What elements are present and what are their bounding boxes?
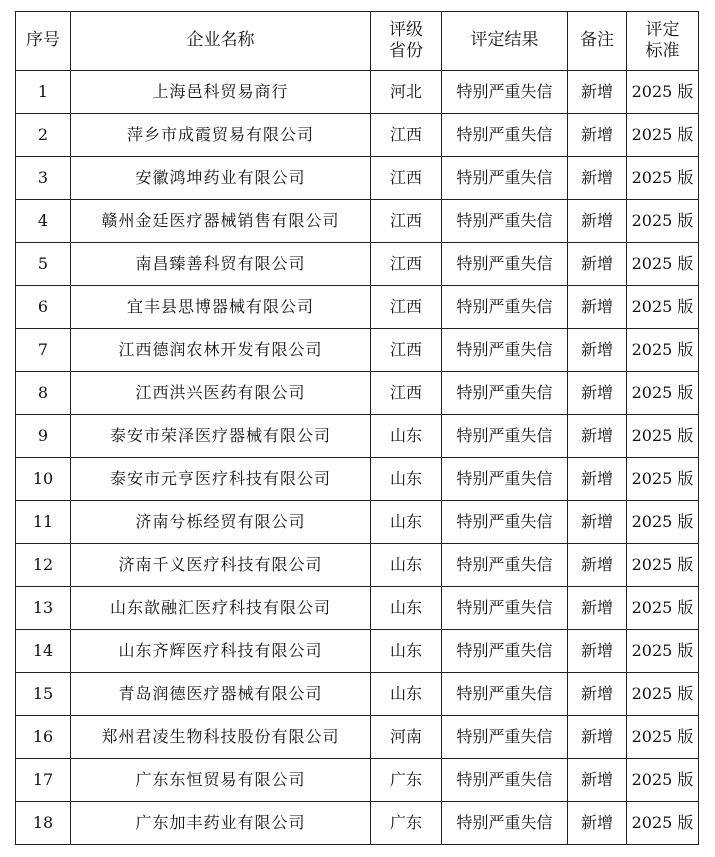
table-row <box>16 243 699 286</box>
cell-standard: 2025 版 <box>627 587 699 630</box>
cell-name: 宜丰县思博器械有限公司 <box>71 286 371 329</box>
cell-seq: 2 <box>16 114 71 157</box>
cell-province: 山东 <box>371 415 442 458</box>
cell-remark: 新增 <box>568 71 627 114</box>
cell-standard: 2025 版 <box>627 415 699 458</box>
cell-seq: 3 <box>16 157 71 200</box>
header-standard-line2: 标准 <box>645 41 680 61</box>
cell-remark: 新增 <box>568 544 627 587</box>
cell-remark: 新增 <box>568 587 627 630</box>
cell-result: 特别严重失信 <box>442 587 568 630</box>
cell-result: 特别严重失信 <box>442 673 568 716</box>
cell-province: 江西 <box>371 157 442 200</box>
cell-standard: 2025 版 <box>627 329 699 372</box>
cell-seq: 12 <box>16 544 71 587</box>
cell-name: 山东歆融汇医疗科技有限公司 <box>71 587 371 630</box>
cell-seq: 10 <box>16 458 71 501</box>
cell-remark: 新增 <box>568 759 627 802</box>
header-remark: 备注 <box>568 12 627 71</box>
cell-seq: 15 <box>16 673 71 716</box>
cell-name: 上海邑科贸易商行 <box>71 71 371 114</box>
table-row <box>16 544 699 587</box>
cell-province: 山东 <box>371 630 442 673</box>
cell-remark: 新增 <box>568 716 627 759</box>
cell-name: 赣州金廷医疗器械销售有限公司 <box>71 200 371 243</box>
cell-remark: 新增 <box>568 630 627 673</box>
table-row <box>16 329 699 372</box>
cell-result: 特别严重失信 <box>442 286 568 329</box>
cell-name: 江西洪兴医药有限公司 <box>71 372 371 415</box>
cell-province: 江西 <box>371 114 442 157</box>
cell-province: 江西 <box>371 243 442 286</box>
cell-standard: 2025 版 <box>627 673 699 716</box>
table-row <box>16 415 699 458</box>
cell-name: 泰安市元亨医疗科技有限公司 <box>71 458 371 501</box>
table-body <box>16 71 699 845</box>
cell-result: 特别严重失信 <box>442 458 568 501</box>
cell-remark: 新增 <box>568 157 627 200</box>
cell-seq: 6 <box>16 286 71 329</box>
cell-province: 河北 <box>371 71 442 114</box>
cell-result: 特别严重失信 <box>442 759 568 802</box>
table-row <box>16 71 699 114</box>
cell-province: 山东 <box>371 673 442 716</box>
cell-province: 江西 <box>371 329 442 372</box>
cell-remark: 新增 <box>568 114 627 157</box>
table-row <box>16 759 699 802</box>
cell-standard: 2025 版 <box>627 501 699 544</box>
header-result: 评定结果 <box>442 12 568 71</box>
cell-name: 济南千义医疗科技有限公司 <box>71 544 371 587</box>
cell-remark: 新增 <box>568 802 627 845</box>
cell-province: 江西 <box>371 372 442 415</box>
cell-standard: 2025 版 <box>627 200 699 243</box>
cell-name: 江西德润农林开发有限公司 <box>71 329 371 372</box>
cell-standard: 2025 版 <box>627 372 699 415</box>
cell-seq: 8 <box>16 372 71 415</box>
table-row <box>16 501 699 544</box>
header-seq: 序号 <box>16 12 71 71</box>
cell-province: 山东 <box>371 587 442 630</box>
table-row <box>16 716 699 759</box>
header-standard-line1: 评定 <box>645 19 680 40</box>
cell-province: 江西 <box>371 286 442 329</box>
cell-result: 特别严重失信 <box>442 243 568 286</box>
cell-standard: 2025 版 <box>627 114 699 157</box>
cell-remark: 新增 <box>568 200 627 243</box>
cell-standard: 2025 版 <box>627 157 699 200</box>
cell-remark: 新增 <box>568 243 627 286</box>
cell-result: 特别严重失信 <box>442 200 568 243</box>
cell-remark: 新增 <box>568 673 627 716</box>
cell-seq: 17 <box>16 759 71 802</box>
header-province-line2: 省份 <box>389 41 423 61</box>
cell-name: 济南兮栎经贸有限公司 <box>71 501 371 544</box>
cell-name: 郑州君凌生物科技股份有限公司 <box>71 716 371 759</box>
cell-name: 广东东恒贸易有限公司 <box>71 759 371 802</box>
cell-province: 山东 <box>371 501 442 544</box>
cell-result: 特别严重失信 <box>442 157 568 200</box>
cell-name: 青岛润德医疗器械有限公司 <box>71 673 371 716</box>
cell-result: 特别严重失信 <box>442 802 568 845</box>
cell-standard: 2025 版 <box>627 243 699 286</box>
header-standard <box>627 12 699 71</box>
cell-result: 特别严重失信 <box>442 716 568 759</box>
cell-seq: 5 <box>16 243 71 286</box>
cell-result: 特别严重失信 <box>442 630 568 673</box>
cell-standard: 2025 版 <box>627 458 699 501</box>
header-province-line1: 评级 <box>389 19 423 40</box>
cell-standard: 2025 版 <box>627 544 699 587</box>
cell-province: 广东 <box>371 802 442 845</box>
cell-name: 泰安市荣泽医疗器械有限公司 <box>71 415 371 458</box>
table-row <box>16 630 699 673</box>
cell-name: 安徽鸿坤药业有限公司 <box>71 157 371 200</box>
cell-standard: 2025 版 <box>627 759 699 802</box>
cell-name: 萍乡市成霞贸易有限公司 <box>71 114 371 157</box>
cell-standard: 2025 版 <box>627 71 699 114</box>
table-row <box>16 802 699 845</box>
cell-standard: 2025 版 <box>627 802 699 845</box>
cell-seq: 9 <box>16 415 71 458</box>
enterprise-credit-table <box>15 11 699 845</box>
cell-standard: 2025 版 <box>627 286 699 329</box>
cell-result: 特别严重失信 <box>442 71 568 114</box>
cell-result: 特别严重失信 <box>442 329 568 372</box>
cell-seq: 1 <box>16 71 71 114</box>
cell-province: 江西 <box>371 200 442 243</box>
cell-province: 河南 <box>371 716 442 759</box>
table-header-row <box>16 12 699 71</box>
cell-remark: 新增 <box>568 329 627 372</box>
cell-seq: 16 <box>16 716 71 759</box>
table-row <box>16 157 699 200</box>
cell-name: 广东加丰药业有限公司 <box>71 802 371 845</box>
cell-result: 特别严重失信 <box>442 372 568 415</box>
cell-standard: 2025 版 <box>627 630 699 673</box>
cell-remark: 新增 <box>568 372 627 415</box>
cell-result: 特别严重失信 <box>442 501 568 544</box>
cell-province: 山东 <box>371 458 442 501</box>
cell-remark: 新增 <box>568 415 627 458</box>
cell-province: 山东 <box>371 544 442 587</box>
table-row <box>16 114 699 157</box>
table-row <box>16 587 699 630</box>
table-row <box>16 200 699 243</box>
table-row <box>16 286 699 329</box>
cell-remark: 新增 <box>568 458 627 501</box>
header-name: 企业名称 <box>71 12 371 71</box>
table-row <box>16 673 699 716</box>
cell-name: 南昌臻善科贸有限公司 <box>71 243 371 286</box>
cell-remark: 新增 <box>568 286 627 329</box>
cell-seq: 14 <box>16 630 71 673</box>
cell-result: 特别严重失信 <box>442 114 568 157</box>
table-row <box>16 458 699 501</box>
cell-seq: 7 <box>16 329 71 372</box>
cell-standard: 2025 版 <box>627 716 699 759</box>
table-row <box>16 372 699 415</box>
header-province <box>371 12 442 71</box>
cell-result: 特别严重失信 <box>442 415 568 458</box>
cell-province: 广东 <box>371 759 442 802</box>
cell-seq: 11 <box>16 501 71 544</box>
cell-seq: 18 <box>16 802 71 845</box>
cell-remark: 新增 <box>568 501 627 544</box>
cell-result: 特别严重失信 <box>442 544 568 587</box>
cell-seq: 4 <box>16 200 71 243</box>
cell-seq: 13 <box>16 587 71 630</box>
cell-name: 山东齐辉医疗科技有限公司 <box>71 630 371 673</box>
